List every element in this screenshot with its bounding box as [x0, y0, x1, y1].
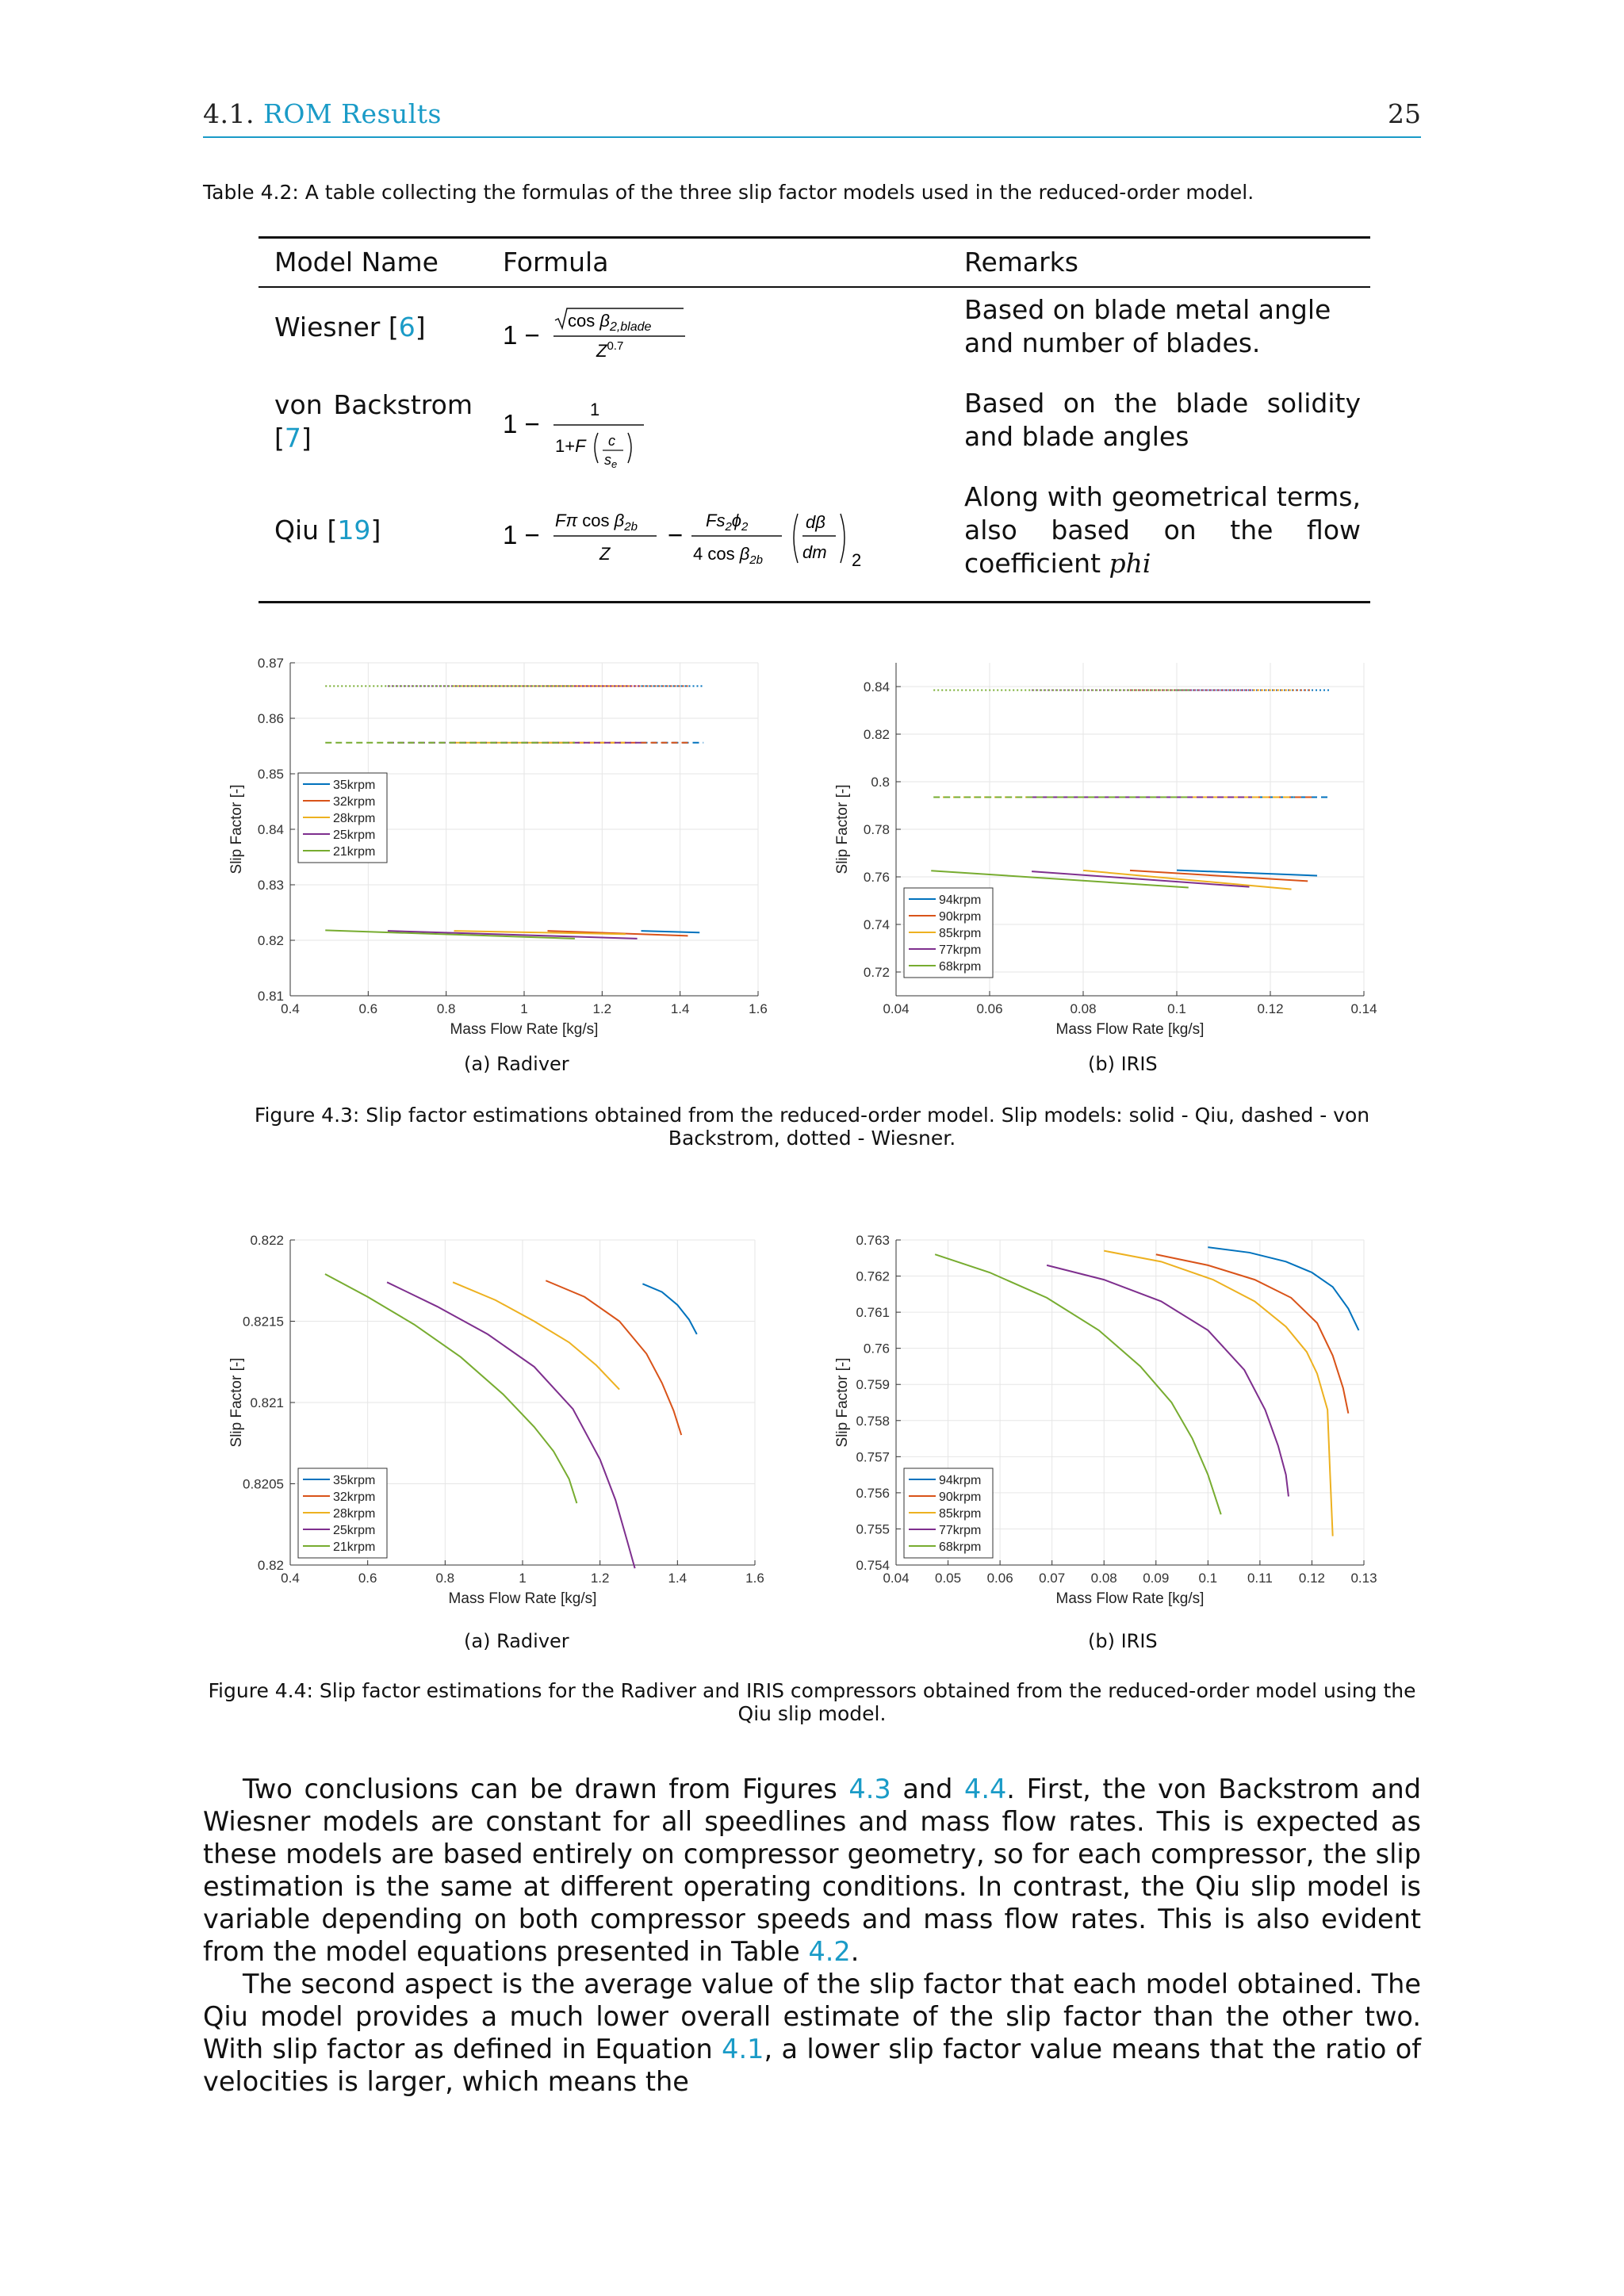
svg-text:1: 1	[590, 400, 600, 419]
x-tick-label: 1	[520, 1001, 528, 1016]
y-tick-label: 0.84	[863, 679, 890, 695]
y-tick-label: 0.85	[257, 767, 284, 782]
legend-entry: 90krpm	[939, 1490, 982, 1504]
y-tick-label: 0.761	[856, 1305, 890, 1321]
x-tick-label: 0.09	[1143, 1571, 1170, 1586]
svg-text:1 −: 1 −	[503, 520, 540, 549]
svg-text:4 cos β2b: 4 $\cos \beta_{2b}$	[693, 544, 763, 567]
svg-text:2: 2	[852, 550, 862, 570]
y-axis-label: Slip Factor [-]	[228, 1357, 245, 1448]
x-tick-label: 0.14	[1350, 1001, 1377, 1016]
legend-entry: 21krpm	[333, 845, 376, 859]
y-tick-label: 0.82	[863, 727, 890, 742]
x-tick-label: 0.11	[1247, 1571, 1273, 1586]
legend-entry: 28krpm	[333, 1507, 376, 1521]
qiu-remarks-text: Along with geometrical terms, also based on the flow coefficient phi	[964, 481, 1361, 579]
x-tick-label: 0.08	[1090, 1571, 1117, 1586]
legend-entry: 35krpm	[333, 1474, 376, 1487]
y-tick-label: 0.757	[856, 1449, 890, 1465]
y-tick-label: 0.76	[863, 1341, 890, 1357]
x-tick-label: 1.2	[590, 1571, 610, 1586]
svg-text:cos β2,blade: $\cos \beta_{2,blade}$	[568, 311, 652, 334]
y-tick-label: 0.76	[863, 870, 890, 885]
x-tick-label: 1.6	[749, 1001, 768, 1016]
legend	[298, 773, 387, 863]
backstrom-formula	[503, 395, 661, 477]
legend-entry: 21krpm	[333, 1540, 376, 1554]
x-axis-label: Mass Flow Rate [kg/s]	[450, 1021, 599, 1038]
table-row-qiu-name: Qiu [19]	[274, 515, 381, 545]
legend-entry: 32krpm	[333, 1490, 376, 1504]
paragraph-1	[203, 1773, 1421, 1968]
y-tick-label: 0.762	[856, 1269, 890, 1284]
y-tick-label: 0.756	[856, 1485, 890, 1501]
x-tick-label: 1.4	[670, 1001, 690, 1016]
legend-entry: 77krpm	[939, 1524, 982, 1537]
legend-entry: 90krpm	[939, 910, 982, 924]
svg-text:se: $s_e$	[604, 452, 618, 470]
svg-text:dβ: dβ	[806, 512, 825, 532]
model-name: Wiesner	[274, 312, 381, 342]
table-row-backstrom-remarks: Based on the blade solidity and blade angles	[964, 388, 1361, 452]
x-tick-label: 0.6	[358, 1571, 377, 1586]
y-tick-label: 0.82	[257, 933, 284, 948]
text-run: and	[891, 1774, 965, 1804]
y-tick-label: 0.82	[257, 1558, 284, 1573]
y-axis-label: Slip Factor [-]	[834, 784, 851, 874]
y-tick-label: 0.8	[871, 775, 890, 790]
x-tick-label: 1	[519, 1571, 527, 1586]
y-tick-label: 0.8215	[243, 1314, 284, 1330]
model-name: Qiu	[274, 515, 320, 545]
table-bottom-rule	[259, 601, 1370, 603]
y-tick-label: 0.763	[856, 1233, 890, 1248]
x-tick-label: 0.1	[1198, 1571, 1218, 1586]
x-tick-label: 0.1	[1167, 1001, 1186, 1016]
y-tick-label: 0.84	[257, 822, 284, 837]
x-tick-label: 0.6	[358, 1001, 378, 1016]
table-header-remarks: Remarks	[964, 247, 1078, 277]
svg-text:Z: Z	[599, 544, 611, 564]
x-tick-label: 1.4	[668, 1571, 688, 1586]
text-run: Two conclusions can be drawn from Figures	[243, 1774, 849, 1804]
qiu-formula	[503, 503, 875, 580]
figure-4-3-caption: Figure 4.3: Slip factor estimations obtained from the reduced-order model. Slip models: solid - Qiu, dashed - von Backstrom, dotted - Wiesner.	[254, 1104, 1370, 1150]
legend-entry: 94krpm	[939, 1474, 982, 1487]
x-tick-label: 0.8	[436, 1001, 456, 1016]
y-tick-label: 0.86	[257, 711, 284, 726]
x-tick-label: 1.6	[745, 1571, 764, 1586]
section-number: 4.1.	[203, 98, 255, 129]
header-rule	[203, 136, 1421, 138]
table-mid-rule	[259, 286, 1370, 288]
legend-entry: 68krpm	[939, 960, 982, 974]
y-tick-label: 0.759	[856, 1377, 890, 1393]
wiesner-formula	[503, 304, 709, 371]
model-name: von Backstrom	[274, 389, 473, 420]
x-tick-label: 0.4	[281, 1571, 300, 1586]
table-row-backstrom-name	[274, 388, 473, 422]
text-run: . First, the von Backstrom and Wiesner models are constant for all speedlines and mass flow rates. This is expected as these models are based entirely on compressor geometry, so for each compressor, the slip estimation is the same at different operating conditions. In contrast, the Qiu slip model is variable depending on both compressor speeds and mass flow rates. This is also evident from the model equations presented in Table	[203, 1774, 1421, 1967]
legend-entry: 32krpm	[333, 795, 376, 809]
x-axis-label: Mass Flow Rate [kg/s]	[1055, 1021, 1205, 1038]
table-row-wiesner-remarks: Based on blade metal angle and number of blades.	[964, 294, 1331, 358]
x-tick-label: 0.04	[883, 1571, 910, 1586]
wiesner-formula-graphic	[503, 304, 709, 365]
y-tick-label: 0.72	[863, 965, 890, 980]
table-top-rule	[259, 236, 1370, 239]
y-tick-label: 0.821	[250, 1395, 284, 1410]
table-ref-link[interactable]: 4.2	[808, 1936, 851, 1967]
text-run: .	[850, 1936, 860, 1967]
y-tick-label: 0.83	[257, 878, 284, 893]
citation-link[interactable]: 6	[398, 312, 416, 342]
x-tick-label: 0.12	[1298, 1571, 1325, 1586]
x-axis-label: Mass Flow Rate [kg/s]	[1055, 1590, 1205, 1607]
legend	[904, 1468, 993, 1558]
x-tick-label: 0.8	[435, 1571, 455, 1586]
chart-iris-slip-models	[833, 650, 1388, 1039]
equation-ref-link[interactable]: 4.1	[722, 2034, 764, 2064]
text-run: , a lower slip factor value means that the ratio of velocities is larger, which means the	[203, 2034, 1421, 2097]
legend-entry: 85krpm	[939, 927, 982, 940]
x-tick-label: 0.12	[1257, 1001, 1284, 1016]
table-header-model-name: Model Name	[274, 247, 439, 277]
svg-text:Fπ cos β2b: Fπ $\cos \beta_{2b}$	[555, 511, 638, 534]
svg-text:1+F: 1+F	[555, 436, 586, 456]
section-title-link[interactable]: ROM Results	[262, 98, 442, 129]
chart-iris-qiu	[833, 1227, 1388, 1616]
legend-entry: 85krpm	[939, 1507, 982, 1521]
x-axis-label: Mass Flow Rate [kg/s]	[448, 1590, 597, 1607]
x-tick-label: 0.4	[281, 1001, 300, 1016]
x-tick-label: 0.04	[883, 1001, 910, 1016]
legend-entry: 35krpm	[333, 779, 376, 792]
svg-text:−: −	[668, 520, 684, 549]
page-number: 25	[1388, 98, 1421, 129]
table-row-backstrom-ref: [7]	[274, 423, 312, 453]
svg-text:dm: dm	[802, 542, 827, 562]
figure-ref-link[interactable]: 4.4	[964, 1774, 1007, 1804]
x-tick-label: 0.06	[986, 1571, 1013, 1586]
subcaption-4-3b: (b) IRIS	[1088, 1053, 1158, 1075]
x-tick-label: 0.06	[976, 1001, 1003, 1016]
chart-radiver-slip-models	[222, 650, 777, 1039]
table-header-formula: Formula	[503, 247, 609, 277]
phi-symbol: phi	[1109, 548, 1151, 579]
table-row-qiu-remarks	[964, 480, 1361, 580]
body-text	[203, 1773, 1421, 2098]
legend	[298, 1468, 387, 1558]
y-tick-label: 0.758	[856, 1413, 890, 1429]
y-tick-label: 0.78	[863, 822, 890, 837]
text-run: The second aspect is the average value of the slip factor that each model obtained. The Qiu model provides a much lower overall estimate of the slip factor than the other two. With slip factor as defined in Equation	[203, 1969, 1421, 2064]
legend-entry: 94krpm	[939, 894, 982, 907]
legend-entry: 77krpm	[939, 943, 982, 957]
figure-4-4-caption: Figure 4.4: Slip factor estimations for the Radiver and IRIS compressors obtained from the reduced-order model using the Qiu slip model.	[208, 1679, 1416, 1725]
legend-entry: 25krpm	[333, 1524, 376, 1537]
x-tick-label: 0.08	[1070, 1001, 1097, 1016]
y-tick-label: 0.87	[257, 656, 284, 671]
figure-ref-link[interactable]: 4.3	[848, 1774, 891, 1804]
legend	[904, 888, 993, 978]
x-tick-label: 0.07	[1039, 1571, 1066, 1586]
running-header	[203, 98, 442, 129]
x-tick-label: 0.13	[1350, 1571, 1377, 1586]
y-axis-label: Slip Factor [-]	[834, 1357, 851, 1448]
svg-text:c: c	[608, 433, 615, 449]
y-tick-label: 0.755	[856, 1521, 890, 1537]
svg-text:1 −: 1 −	[503, 409, 540, 438]
svg-text:Fs2ϕ2: $Fs_2\phi_2$	[706, 511, 749, 534]
citation-link[interactable]: 7	[284, 423, 301, 453]
y-tick-label: 0.74	[863, 917, 890, 932]
y-tick-label: 0.8205	[243, 1476, 284, 1492]
legend-entry: 28krpm	[333, 812, 376, 825]
table-row-wiesner-name: Wiesner [6]	[274, 312, 426, 342]
legend-entry: 68krpm	[939, 1540, 982, 1554]
y-tick-label: 0.754	[856, 1558, 890, 1573]
subcaption-4-4a: (a) Radiver	[464, 1630, 569, 1652]
backstrom-formula-graphic	[503, 395, 661, 471]
chart-radiver-qiu	[206, 1227, 777, 1616]
subcaption-4-3a: (a) Radiver	[464, 1053, 569, 1075]
paragraph-2	[203, 1968, 1421, 2098]
x-tick-label: 0.05	[935, 1571, 962, 1586]
qiu-formula-graphic	[503, 503, 875, 574]
y-axis-label: Slip Factor [-]	[228, 784, 245, 874]
svg-text:1 −: 1 −	[503, 320, 540, 350]
y-tick-label: 0.822	[250, 1233, 284, 1248]
x-tick-label: 1.2	[592, 1001, 612, 1016]
citation-link[interactable]: 19	[337, 515, 371, 545]
y-tick-label: 0.81	[257, 989, 284, 1004]
subcaption-4-4b: (b) IRIS	[1088, 1630, 1158, 1652]
legend-entry: 25krpm	[333, 828, 376, 842]
svg-text:Z0.7: $Z^{0.7}$	[596, 339, 624, 361]
table-caption: Table 4.2: A table collecting the formulas of the three slip factor models used in the reduced-order model.	[203, 181, 1254, 204]
